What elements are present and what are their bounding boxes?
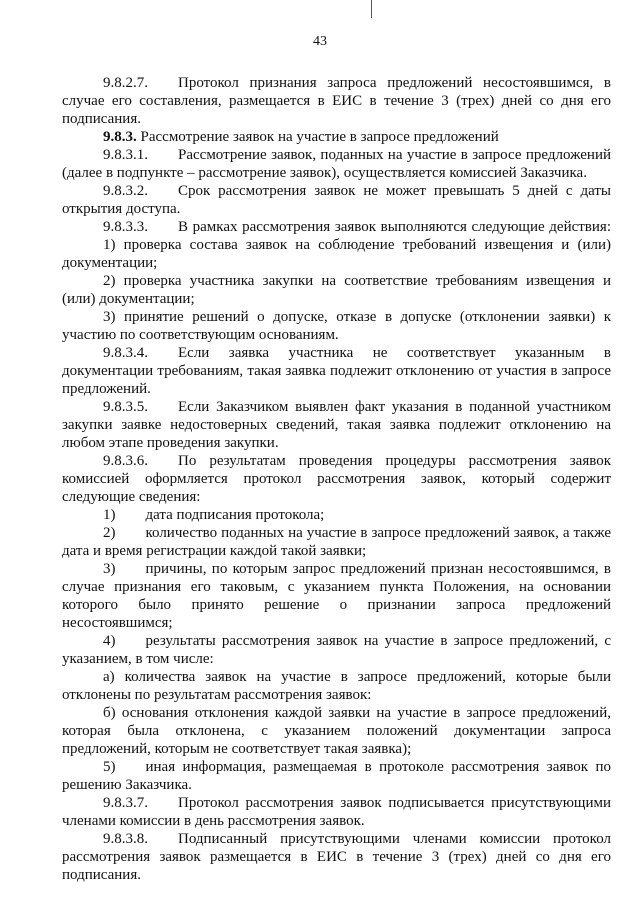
text-line: 4) результаты рассмотрения заявок на участие в запросе предложений, с bbox=[103, 633, 611, 649]
text-line: документации; bbox=[62, 255, 158, 271]
text-line: дата и время регистрации каждой такой заявки; bbox=[62, 543, 367, 559]
section-heading-text: Рассмотрение заявок на участие в запросе предложений bbox=[140, 129, 499, 145]
section-heading bbox=[103, 128, 499, 146]
text-line: участию по соответствующим основаниям. bbox=[62, 327, 339, 343]
text-line: предложений, которым не соответствует такая заявка); bbox=[62, 741, 412, 757]
text-line: подписания. bbox=[62, 111, 141, 127]
text-line: 9.8.3.8. Подписанный присутствующими членами комиссии протокол bbox=[103, 831, 611, 847]
section-heading-number: 9.8.3. bbox=[103, 129, 141, 145]
text-line: 3) принятие решений о допуске, отказе в допуске (отклонении заявки) к bbox=[103, 309, 611, 325]
text-line: б) основания отклонения каждой заявки на участие в запросе предложений, bbox=[103, 705, 611, 721]
text-line: случае признания его таковым, с указанием пункта Положения, на основании bbox=[62, 579, 611, 595]
text-line: 9.8.3.4. Если заявка участника не соответствует указанным в bbox=[103, 345, 611, 361]
scan-mark bbox=[371, 0, 372, 18]
text-line: 9.8.2.7. Протокол признания запроса предложений несостоявшимся, в bbox=[103, 75, 611, 91]
text-line: 5) иная информация, размещаемая в протоколе рассмотрения заявок по bbox=[103, 759, 611, 775]
text-line: подписания. bbox=[62, 867, 141, 883]
text-line: 9.8.3.3. В рамках рассмотрения заявок выполняются следующие действия: bbox=[103, 219, 611, 235]
text-line: комиссией оформляется протокол рассмотрения заявок, который содержит bbox=[62, 471, 611, 487]
text-line: следующие сведения: bbox=[62, 489, 201, 505]
text-line: 1) дата подписания протокола; bbox=[103, 507, 325, 523]
text-line: отклонены по результатам рассмотрения заявок: bbox=[62, 687, 372, 703]
text-line: несостоявшимся; bbox=[62, 615, 173, 631]
text-line: 2) количество поданных на участие в запросе предложений заявок, а также bbox=[103, 525, 611, 541]
text-line: которого было принято решение о признании запроса предложений bbox=[62, 597, 611, 613]
text-line: а) количества заявок на участие в запросе предложений, которые были bbox=[103, 669, 611, 685]
text-line: которая была отклонена, с указанием положений документации запроса bbox=[62, 723, 611, 739]
text-line: указанием, в том числе: bbox=[62, 651, 214, 667]
text-line: случае его составления, размещается в ЕИС в течение 3 (трех) дней со дня его bbox=[62, 93, 611, 109]
text-line: 2) проверка участника закупки на соответствие требованиям извещения и bbox=[103, 273, 611, 289]
text-line: членами комиссии в день рассмотрения заявок. bbox=[62, 813, 365, 829]
text-line: 9.8.3.6. По результатам проведения процедуры рассмотрения заявок bbox=[103, 453, 611, 469]
text-line: решению Заказчика. bbox=[62, 777, 192, 793]
text-line: 9.8.3.2. Срок рассмотрения заявок не может превышать 5 дней с даты bbox=[103, 183, 611, 199]
text-line: закупки заявке недостоверных сведений, такая заявка подлежит отклонению на bbox=[62, 417, 611, 433]
text-line: (или) документации; bbox=[62, 291, 195, 307]
text-line: 1) проверка состава заявок на соблюдение требований извещения и (или) bbox=[103, 237, 611, 253]
text-line: предложений. bbox=[62, 381, 151, 397]
text-line: 9.8.3.7. Протокол рассмотрения заявок подписывается присутствующими bbox=[103, 795, 611, 811]
text-line: рассмотрения заявок размещается в ЕИС в течение 3 (трех) дней со дня его bbox=[62, 849, 611, 865]
text-line: 3) причины, по которым запрос предложений признан несостоявшимся, в bbox=[103, 561, 611, 577]
text-line: открытия доступа. bbox=[62, 201, 181, 217]
text-line: 9.8.3.1. Рассмотрение заявок, поданных на участие в запросе предложений bbox=[103, 147, 611, 163]
text-line: любом этапе проведения закупки. bbox=[62, 435, 279, 451]
text-line: документации требованиям, такая заявка подлежит отклонению от участия в запросе bbox=[62, 363, 611, 379]
text-line: 9.8.3.5. Если Заказчиком выявлен факт указания в поданной участником bbox=[103, 399, 611, 415]
text-line: (далее в подпункте – рассмотрение заявок), осуществляется комиссией Заказчика. bbox=[62, 165, 587, 181]
page-number: 43 bbox=[313, 34, 327, 49]
